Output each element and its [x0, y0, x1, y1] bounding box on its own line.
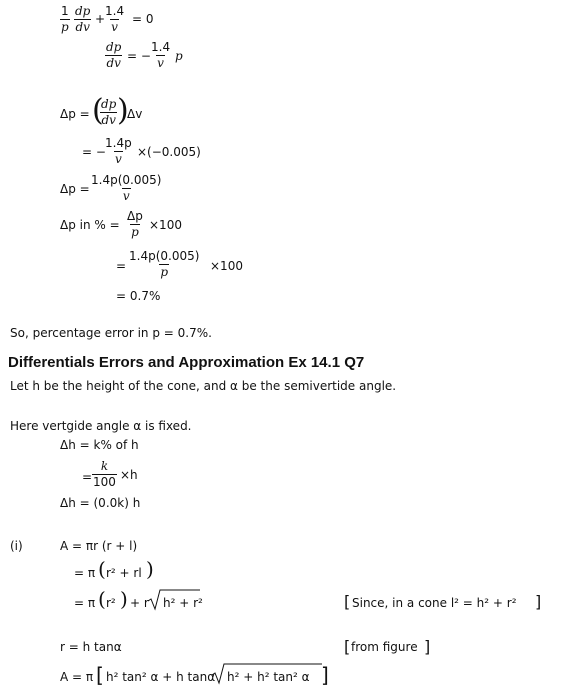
left-paren: ( [92, 93, 104, 128]
fraction-dp-dv-3: $\frac{dp}{dv}$ [101, 97, 117, 127]
fraction-1-over-p: $\frac{1}{p}$ [61, 4, 69, 34]
left-bracket-2: [ [344, 637, 351, 656]
right-paren-3: ) [120, 587, 128, 611]
fraction-1.4-over-v: $\frac{1.4}{v}$ [105, 4, 125, 34]
delta-h-result: Δh = (0.0k) h [60, 496, 141, 510]
area-step-2-inner: r² + rl [106, 566, 142, 580]
plus-sign: + [95, 12, 106, 26]
sqrt-radicand-1: h² + r² [163, 596, 203, 610]
left-paren-3: ( [98, 587, 106, 611]
area-step-3-mid: + r [130, 596, 149, 610]
fraction-1.4p-over-v: $\frac{1.4p}{v}$ [105, 136, 132, 166]
times-100-2: ×100 [210, 259, 243, 273]
delta-p-lhs-2: Δp = [60, 182, 90, 196]
conclusion-text: So, percentage error in p = 0.7%. [10, 326, 212, 340]
right-bracket-3: ] [321, 663, 329, 687]
delta-p-percent-lhs: Δp in % = [60, 218, 120, 232]
equals-zero: = 0 [132, 12, 154, 26]
right-paren: ) [117, 93, 129, 128]
fraction-dp-dv: $\frac{dp}{dv}$ [75, 4, 91, 34]
left-bracket-3: [ [96, 663, 104, 687]
fraction-delta-p-over-p: $\frac{\Delta p}{p}$ [127, 209, 143, 239]
variable-p: p [175, 49, 183, 63]
result-0.7-percent: = 0.7% [116, 289, 161, 303]
fraction-1.4p-0.005-over-v: $\frac{1.4p(0.005)}{v}$ [91, 173, 162, 203]
part-label: (i) [10, 539, 23, 553]
right-bracket: ] [535, 592, 542, 611]
area-step-3-inner: r² [106, 596, 116, 610]
intro-text: Let h be the height of the cone, and α be the semivertide angle. [10, 379, 397, 393]
fixed-angle-text: Here vertgide angle α is fixed. [10, 419, 192, 433]
equals-sign: = [116, 259, 127, 273]
delta-h-definition: Δh = k% of h [60, 438, 139, 452]
delta-p-lhs: Δp = [60, 107, 90, 121]
equals-sign-2: = [82, 470, 93, 484]
left-bracket: [ [344, 592, 351, 611]
area-step-5-prefix: A = π [60, 670, 94, 684]
fraction-dp-dv-2: $\frac{dp}{dv}$ [106, 40, 122, 70]
delta-v: Δv [127, 107, 143, 121]
fraction-k-over-100: $\frac{k}{100}$ [93, 459, 116, 489]
section-heading: Differentials Errors and Approximation Ex 14.1 Q7 [8, 354, 365, 371]
fraction-1.4p-0.005-over-p: $\frac{1.4p(0.005)}{p}$ [129, 249, 200, 279]
times-minus-0.005: ×(−0.005) [137, 145, 201, 159]
times-100: ×100 [149, 218, 182, 232]
right-paren-2: ) [146, 557, 154, 581]
since-note: Since, in a cone l² = h² + r² [352, 596, 517, 610]
sqrt-radicand-2: h² + h² tan² α [227, 670, 310, 684]
fraction-1.4-over-v-2: $\frac{1.4}{v}$ [151, 40, 171, 70]
area-formula: A = πr (r + l) [60, 539, 138, 553]
equals-minus: = − [127, 49, 151, 63]
equals-minus-2: = − [82, 145, 106, 159]
times-h: ×h [120, 468, 138, 482]
r-equals-h-tan: r = h tanα [60, 640, 122, 654]
area-step-3-prefix: = π [74, 596, 96, 610]
left-paren-2: ( [98, 557, 106, 581]
right-bracket-2: ] [424, 637, 431, 656]
area-step-2-prefix: = π [74, 566, 96, 580]
from-figure-note: from figure [351, 640, 418, 654]
area-step-5-inner: h² tan² α + h tanα [106, 670, 216, 684]
